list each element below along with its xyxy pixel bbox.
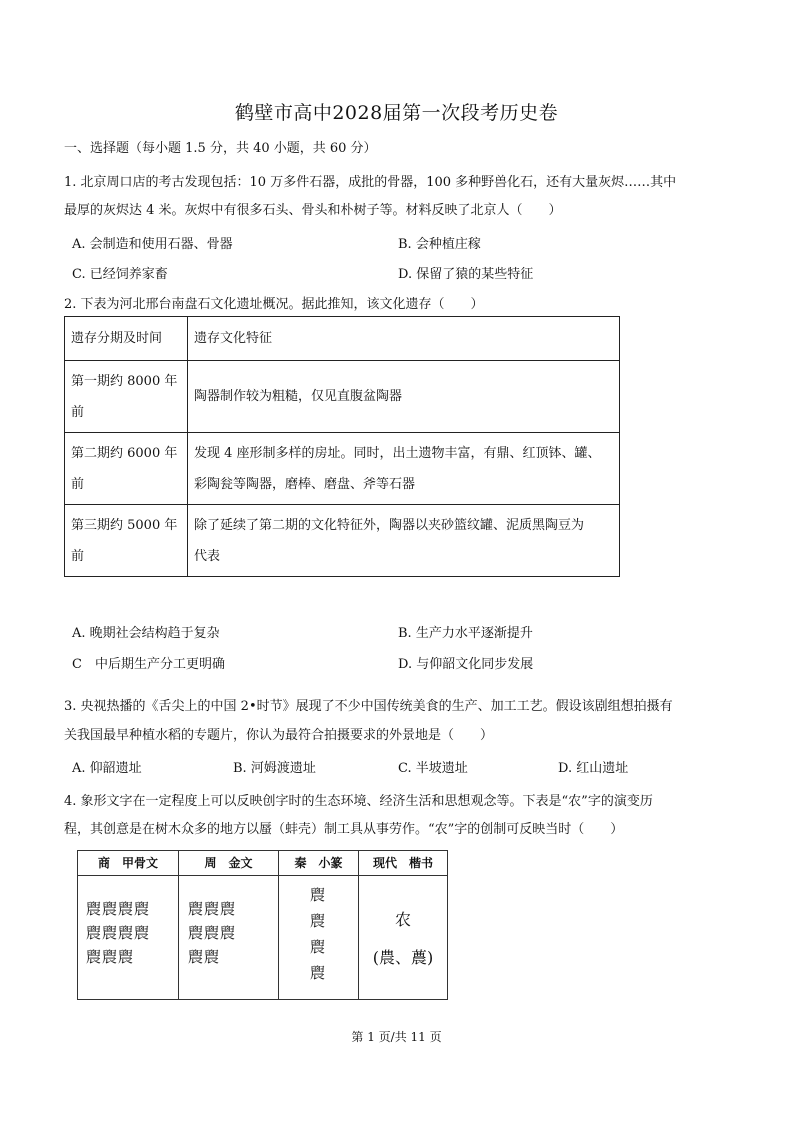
q3-option-c[interactable]: C. 半坡遗址 [398, 761, 468, 776]
feature-line: 彩陶瓮等陶器，磨棒、磨盘、斧等石器 [194, 476, 416, 492]
q2-option-d[interactable]: D. 与仰韶文化同步发展 [398, 657, 534, 672]
feature-line: 陶器制作较为粗糙，仅见直腹盆陶器 [194, 389, 403, 404]
bronze-glyph-row: 䢉䢉 [188, 948, 221, 966]
table-header-features: 遗存文化特征 [188, 317, 620, 361]
oracle-bone-glyph-row: 䢉䢉䢉 [86, 948, 135, 966]
q1-option-a[interactable]: A. 会制造和使用石器、骨器 [72, 237, 233, 252]
table-header-period: 遗存分期及时间 [65, 317, 188, 361]
q1-stem-line1: 1. 北京周口店的考古发现包括：10 万多件石器，成批的骨器，100 多种野兽化石，还有大量灰烬……其中 [64, 175, 677, 190]
period-line: 前 [71, 548, 85, 564]
q3-option-a[interactable]: A. 仰韶遗址 [72, 761, 142, 776]
header-oracle-bone: 商 甲骨文 [78, 851, 178, 876]
q2-option-c[interactable]: C 中后期生产分工更明确 [72, 657, 225, 672]
page-title: 鹤壁市高中2028届第一次段考历史卷 [234, 102, 559, 124]
period-line: 第三期约 5000 年 [71, 517, 178, 533]
q3-stem-line2: 关我国最早种植水稻的专题片，你认为最符合拍摄要求的外景地是（ ） [64, 728, 494, 743]
q1-option-b[interactable]: B. 会种植庄稼 [398, 237, 481, 252]
header-regular: 现代 楷书 [359, 851, 447, 876]
section-heading: 一、选择题（每小题 1.5 分，共 40 小题，共 60 分） [64, 141, 377, 156]
modern-character: 农 [394, 910, 411, 929]
q2-option-a[interactable]: A. 晚期社会结构趋于复杂 [72, 626, 220, 641]
header-seal: 秦 小篆 [279, 851, 358, 876]
q1-option-d[interactable]: D. 保留了猿的某些特征 [398, 267, 534, 282]
q4-stem-line2: 程，其创意是在树木众多的地方以蜃（蚌壳）制工具从事劳作。“农”字的创制可反映当时（ ） [64, 822, 624, 837]
page-footer: 第 1 页/共 11 页 [351, 1030, 442, 1044]
table-row [65, 361, 620, 433]
seal-glyph: 䢉 [310, 886, 327, 904]
modern-variants: (農、蕽) [372, 948, 434, 967]
oracle-bone-glyph-row: 䢉䢉䢉䢉 [86, 900, 151, 918]
q1-stem-line2: 最厚的灰烬达 4 米。灰烬中有很多石头、骨头和朴树子等。材料反映了北京人（ ） [64, 203, 562, 218]
period-line: 第二期约 6000 年 [71, 445, 178, 461]
nong-evolution-figure [77, 850, 448, 1000]
q1-option-c[interactable]: C. 已经饲养家畜 [72, 267, 168, 282]
feature-line: 除了延续了第二期的文化特征外，陶器以夹砂篮纹罐、泥质黑陶豆为 [194, 517, 585, 533]
q3-option-d[interactable]: D. 红山遗址 [558, 761, 629, 776]
oracle-bone-glyph-row: 䢉䢉䢉䢉 [86, 924, 151, 942]
feature-line: 发现 4 座形制多样的房址。同时，出土遗物丰富，有鼎、红顶钵、罐、 [194, 445, 601, 461]
q3-option-b[interactable]: B. 河姆渡遗址 [233, 761, 316, 776]
seal-glyph: 䢉 [310, 938, 327, 956]
bronze-glyph-row: 䢉䢉䢉 [188, 900, 237, 918]
q2-option-b[interactable]: B. 生产力水平逐渐提升 [398, 626, 533, 641]
table-row [65, 433, 620, 505]
q4-stem-line1: 4. 象形文字在一定程度上可以反映创字时的生态环境、经济生活和思想观念等。下表是“农”字的演变历 [64, 794, 653, 809]
seal-glyph: 䢉 [310, 912, 327, 930]
period-line: 前 [71, 476, 85, 492]
q3-stem-line1: 3. 央视热播的《舌尖上的中国 2•时节》展现了不少中国传统美食的生产、加工工艺。假设该剧组想拍摄有 [64, 699, 673, 714]
header-bronze: 周 金文 [179, 851, 278, 876]
period-line: 前 [71, 404, 85, 420]
seal-glyph: 䢉 [310, 964, 327, 982]
table-row [65, 505, 620, 577]
period-line: 第一期约 8000 年 [71, 373, 178, 389]
table-header-row [65, 317, 620, 361]
q2-stem: 2. 下表为河北邢台南盘石文化遗址概况。据此推知，该文化遗存（ ） [64, 297, 484, 312]
feature-line: 代表 [194, 548, 221, 564]
bronze-glyph-row: 䢉䢉䢉 [188, 924, 237, 942]
q2-table [64, 316, 620, 577]
